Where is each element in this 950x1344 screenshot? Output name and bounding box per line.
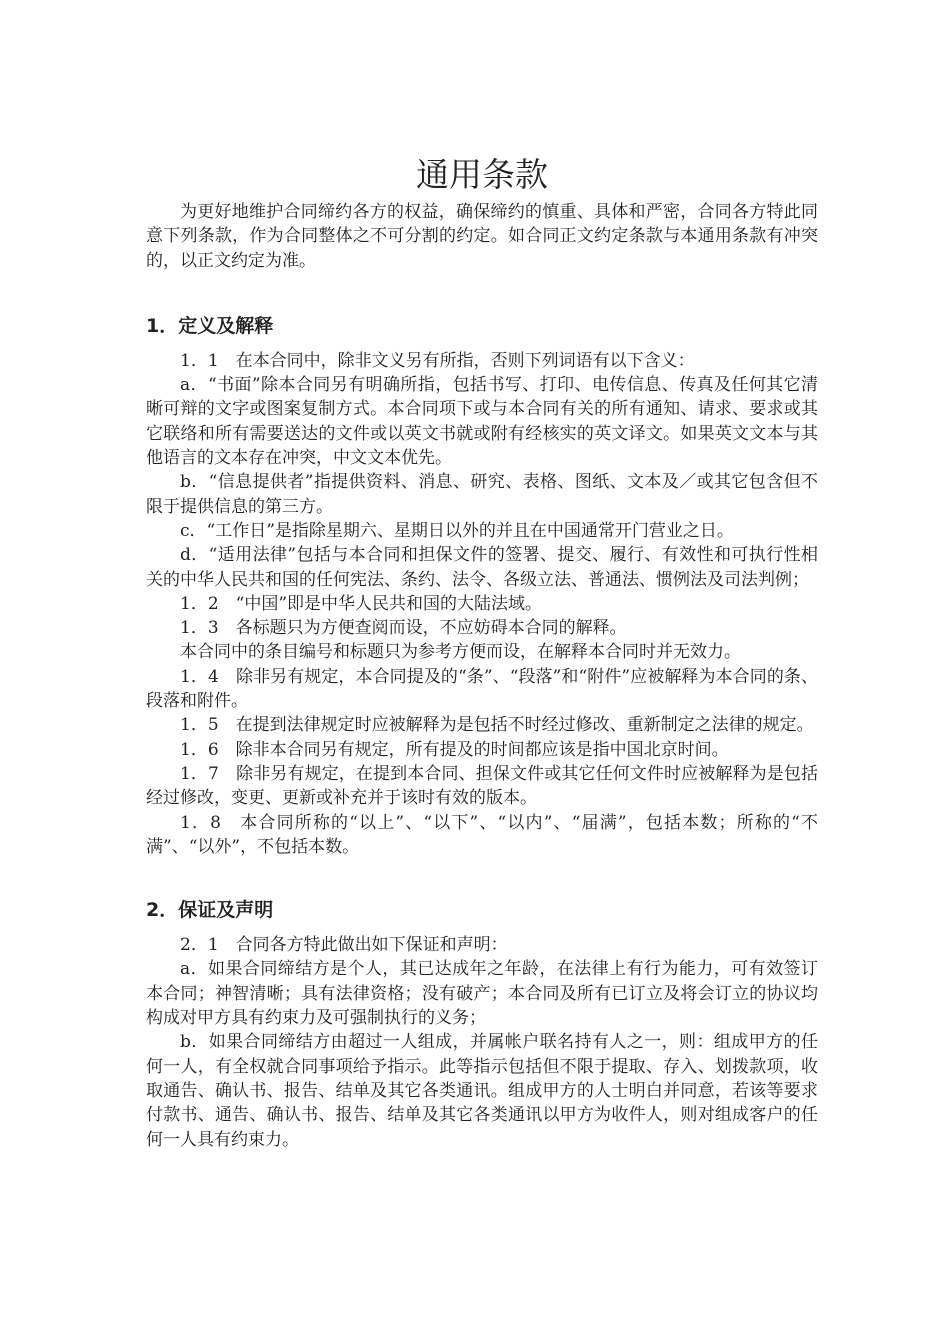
- document-title: 通用条款: [416, 155, 548, 194]
- document-page: [146, 150, 818, 1152]
- clause-paragraph: a．如果合同缔结方是个人，其已达成年之年龄，在法律上有行为能力，可有效签订本合同；神智清晰；具有法律资格；没有破产；本合同及所有已订立及将会订立的协议均构成对甲方具有约束力及可强制执行的义务；: [146, 959, 818, 1029]
- clause-paragraph: a．“书面”除本合同另有明确所指，包括书写、打印、电传信息、传真及任何其它清晰可辩的文字或图案复制方式。本合同项下或与本合同有关的所有通知、请求、要求或其它联络和所有需要送达的文件或以英文书就或附有经核实的英文译文。如果英文文本与其他语言的文本存在冲突，中文文本优先。: [146, 375, 818, 469]
- clause-paragraph: 1．3 各标题只为方便查阅而设，不应妨碍本合同的解释。: [180, 618, 627, 639]
- intro-paragraph: 为更好地维护合同缔约各方的权益，确保缔约的慎重、具体和严密，合同各方特此同意下列条款，作为合同整体之不可分割的约定。如合同正文约定条款与本通用条款有冲突的，以正文约定为准。: [146, 202, 818, 271]
- clause-paragraph: 1．8 本合同所称的“以上”、“以下”、“以内”、“届满”，包括本数；所称的“不满”、“以外”，不包括本数。: [146, 812, 818, 857]
- clause-paragraph: 1．2 “中国”即是中华人民共和国的大陆法域。: [180, 593, 543, 614]
- clause-paragraph: 2．1 合同各方特此做出如下保证和声明：: [180, 935, 508, 956]
- clause-paragraph: b．如果合同缔结方由超过一人组成，并属帐户联名持有人之一，则：组成甲方的任何一人，有全权就合同事项给予指示。此等指示包括但不限于提取、存入、划拨款项，收取通告、确认书、报告、结单及其它各类通讯。组成甲方的人士明白并同意，若该等要求付款书、通告、确认书、报告、结单及其它各类通讯以甲方为收件人，则对组成客户的任何一人具有约束力。: [146, 1032, 818, 1150]
- section-heading-warranties: 2．保证及声明: [146, 899, 274, 922]
- clause-paragraph: d．“适用法律”包括与本合同和担保文件的签署、提交、履行、有效性和可执行性相关的中华人民共和国的任何宪法、条约、法令、各级立法、普通法、惯例法及司法判例；: [146, 545, 818, 590]
- clause-paragraph: 1．7 除非另有规定，在提到本合同、担保文件或其它任何文件时应被解释为是包括经过修改，变更、更新或补充并于该时有效的版本。: [146, 763, 818, 809]
- clause-paragraph: 本合同中的条目编号和标题只为参考方便而设，在解释本合同时并无效力。: [180, 642, 741, 663]
- clause-paragraph: 1．1 在本合同中，除非文义另有所指，否则下列词语有以下含义：: [180, 350, 695, 371]
- clause-paragraph: 1．4 除非另有规定，本合同提及的“条”、“段落”和“附件”应被解释为本合同的条、段落和附件。: [146, 666, 818, 712]
- clause-paragraph: b．“信息提供者”指提供资料、消息、研究、表格、图纸、文本及／或其它包含但不限于提供信息的第三方。: [146, 472, 818, 517]
- clause-paragraph: 1．5 在提到法律规定时应被解释为是包括不时经过修改、重新制定之法律的规定。: [180, 715, 814, 736]
- clause-paragraph: c．“工作日”是指除星期六、星期日以外的并且在中国通常开门营业之日。: [180, 520, 734, 541]
- clause-paragraph: 1．6 除非本合同另有规定，所有提及的时间都应该是指中国北京时间。: [180, 739, 729, 760]
- section-heading-definitions: 1．定义及解释: [146, 314, 274, 337]
